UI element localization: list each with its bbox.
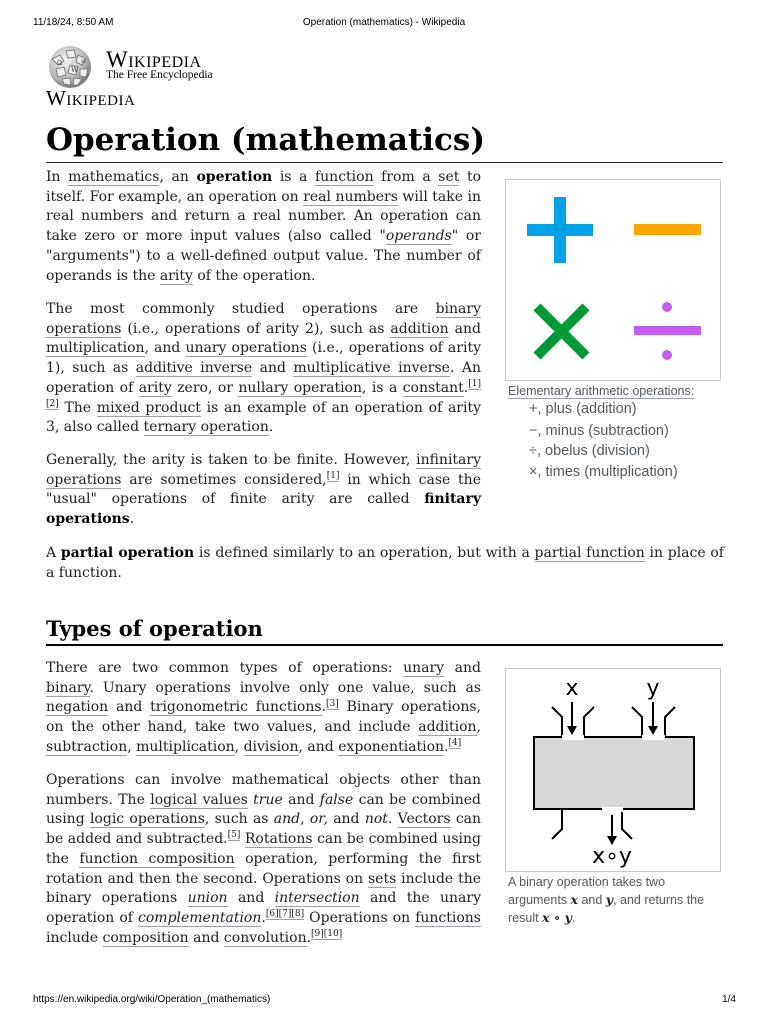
- wikipedia-tagline: The Free Encyclopedia: [106, 69, 213, 81]
- binary-operation-diagram: [506, 669, 720, 871]
- inline-link[interactable]: function: [314, 169, 374, 185]
- text-run: and: [108, 699, 151, 716]
- inline-link[interactable]: mathematics: [68, 169, 160, 185]
- text-run: " or "arguments") to a well-defined output value. The number of operands is the: [46, 228, 481, 284]
- text-run: There are two common types of operations:: [46, 660, 404, 676]
- inline-link[interactable]: logical values: [150, 791, 248, 808]
- print-datetime: 11/18/24, 8:50 AM: [33, 17, 114, 28]
- text-run: ,: [127, 738, 137, 755]
- svg-text:Ω: Ω: [57, 60, 62, 67]
- inline-link[interactable]: partial function: [534, 545, 645, 561]
- citation-link[interactable]: [1]: [468, 379, 481, 390]
- text-run: in which case the "usual" operations of finite arity are called: [46, 471, 481, 508]
- inline-link[interactable]: subtraction: [46, 738, 128, 755]
- text-run: in place of a function.: [46, 545, 724, 581]
- print-page-number: 1/4: [722, 994, 736, 1005]
- citation-link[interactable]: [5]: [227, 830, 241, 841]
- citation-link[interactable]: [10]: [323, 928, 343, 939]
- text-run: will take in real numbers and return a real number. An operation can take zero or more input values (also called ": [46, 188, 481, 245]
- text-run: .: [387, 811, 398, 828]
- inline-link[interactable]: multiplication: [46, 340, 145, 357]
- text-run: The: [58, 399, 97, 416]
- inline-link[interactable]: infinitary operations: [46, 452, 481, 488]
- text-run: and: [327, 811, 365, 828]
- text-run: In: [46, 169, 69, 185]
- text-run: and: [188, 929, 224, 946]
- intro-paragraph-2: [46, 300, 481, 438]
- svg-text:W: W: [71, 66, 79, 74]
- italic-term: true: [253, 791, 283, 808]
- operation-box: [534, 737, 694, 809]
- inline-link[interactable]: multiplication: [136, 738, 235, 755]
- text-run: .: [268, 419, 274, 436]
- input-x-label: x: [565, 676, 579, 701]
- text-run: .: [444, 738, 449, 755]
- times-symbol-icon: [537, 307, 586, 356]
- division-symbol-icon: [634, 302, 701, 360]
- text-run: zero, or: [171, 379, 239, 396]
- svg-text:И: И: [81, 59, 86, 65]
- text-run: Generally, the arity is taken to be finite. However,: [46, 452, 417, 468]
- text-run: can be combined using: [46, 791, 481, 828]
- wikipedia-wordmark: Wikipedia: [106, 47, 202, 72]
- binary-operation-figure[interactable]: [505, 668, 721, 872]
- inline-link[interactable]: negation: [46, 699, 109, 716]
- inline-link[interactable]: arity: [138, 379, 172, 396]
- citation-link[interactable]: [8]: [291, 909, 305, 920]
- figure1-caption-lead[interactable]: Elementary arithmetic operations:: [508, 384, 695, 398]
- text-run: and: [282, 791, 320, 808]
- text-run: and: [444, 660, 482, 676]
- text-run: and: [227, 890, 275, 907]
- text-run: . Unary operations involve only one value, such as: [89, 679, 481, 696]
- bold-term: partial operation: [60, 545, 195, 561]
- intro-paragraph-4: [46, 544, 724, 583]
- inline-link[interactable]: composition: [102, 929, 189, 946]
- inline-link[interactable]: set: [438, 169, 460, 185]
- text-run: Binary operations, on the other hand, take two values, and include: [46, 699, 482, 736]
- arithmetic-symbols-image: [506, 180, 720, 380]
- plus-symbol-bar: [527, 224, 593, 236]
- italic-term: or,: [309, 811, 328, 828]
- inline-link[interactable]: binary: [46, 679, 90, 696]
- inline-link[interactable]: function composition: [79, 850, 235, 867]
- text-run: , such as: [204, 811, 274, 828]
- text-run: , an: [159, 169, 197, 185]
- citation-link[interactable]: [6]: [265, 909, 279, 920]
- text-run: (i.e., operations of arity 2), such as: [121, 320, 391, 337]
- text-run: operation, performing the first rotation and then the second. Operations on: [46, 850, 481, 887]
- inline-link[interactable]: sets: [367, 870, 397, 887]
- figure2-caption: A binary operation takes two arguments x and y, and returns the result x ∘ y.: [508, 875, 705, 925]
- inline-link[interactable]: Rotations: [244, 831, 313, 848]
- citation-link[interactable]: [9]: [311, 928, 324, 939]
- inline-link[interactable]: additive inverse: [135, 360, 253, 377]
- text-run: of the operation.: [192, 267, 316, 284]
- caption-item-plus: +, plus (addition): [529, 401, 637, 417]
- minus-symbol-icon: [634, 224, 701, 235]
- citation-link[interactable]: [4]: [448, 738, 462, 749]
- figure1-caption: [508, 383, 718, 400]
- citation-link[interactable]: [7]: [278, 909, 292, 920]
- text-run: and: [448, 320, 481, 337]
- intro-paragraph-1: [46, 168, 481, 286]
- text-run: to itself. For example, an operation on: [46, 169, 482, 205]
- arithmetic-operations-figure[interactable]: [505, 179, 721, 381]
- print-header: [0, 0, 768, 30]
- italic-term: false: [319, 791, 354, 808]
- inline-link[interactable]: Vectors: [397, 811, 451, 828]
- text-run: are sometimes considered,: [121, 471, 327, 488]
- bold-term: finitary operations: [46, 491, 481, 528]
- text-run: is an example of an operation of arity 3, also called: [46, 399, 482, 436]
- text-run: ,: [476, 719, 481, 736]
- text-run: ,: [300, 811, 310, 828]
- citation-link[interactable]: [2]: [46, 398, 59, 409]
- text-run: can be combined using the: [46, 831, 481, 867]
- inline-link[interactable]: unary: [403, 660, 445, 676]
- text-run: Operations can involve mathematical objects other than numbers. The: [46, 772, 481, 808]
- inline-link[interactable]: division: [243, 738, 299, 755]
- inline-link[interactable]: logic operations: [89, 811, 205, 828]
- inline-link[interactable]: addition: [418, 719, 477, 736]
- text-run: .: [129, 511, 135, 528]
- inline-link[interactable]: multiplicative inverse: [293, 360, 450, 377]
- text-run: , and: [298, 738, 339, 755]
- inline-link[interactable]: functions: [415, 909, 481, 926]
- text-run: , and: [144, 340, 186, 357]
- text-run: , is a: [362, 379, 403, 396]
- italic-term: and: [273, 811, 301, 828]
- wikipedia-globe-icon: [46, 45, 96, 89]
- types-paragraph-2: [46, 771, 481, 948]
- text-run: .: [261, 909, 266, 926]
- types-paragraph-1: [46, 659, 481, 758]
- caption-item-minus: −, minus (subtraction): [529, 423, 669, 439]
- input-y-label: y: [646, 676, 660, 701]
- inline-link[interactable]: trigonometric functions: [150, 699, 322, 716]
- citation-link[interactable]: [3]: [326, 698, 339, 709]
- print-url: https://en.wikipedia.org/wiki/Operation_(mathematics): [33, 994, 271, 1005]
- text-run: .: [306, 929, 312, 946]
- text-run: . An operation of: [46, 360, 481, 396]
- inline-link[interactable]: binary operations: [46, 301, 481, 337]
- inline-link[interactable]: real numbers: [303, 188, 398, 205]
- text-run: and the unary operation of: [46, 890, 481, 926]
- text-run: (i.e., operations of arity 1), such as: [46, 340, 481, 377]
- inline-link[interactable]: addition: [390, 320, 449, 337]
- text-run: .: [321, 699, 327, 716]
- text-run: .: [463, 379, 469, 396]
- inline-link[interactable]: complementation: [138, 909, 262, 926]
- page-title: Operation (mathematics): [46, 118, 723, 163]
- italic-term: not: [364, 811, 388, 828]
- text-run: can be added and subtracted.: [46, 811, 482, 848]
- inline-link[interactable]: nullary operation: [238, 379, 362, 396]
- inline-link[interactable]: unary operations: [185, 340, 307, 357]
- inline-link[interactable]: exponentiation: [338, 738, 445, 755]
- text-run: and: [252, 360, 294, 377]
- wikipedia-wordmark-secondary: Wikipedia: [46, 86, 136, 110]
- inline-link[interactable]: arity: [159, 267, 193, 284]
- inline-link[interactable]: constant: [402, 379, 464, 396]
- section-heading-types: Types of operation: [46, 614, 723, 646]
- text-run: include: [46, 929, 103, 946]
- inline-link[interactable]: mixed product: [96, 399, 201, 416]
- inline-link[interactable]: convolution: [223, 929, 307, 946]
- inline-link[interactable]: operands: [385, 228, 452, 245]
- caption-item-divide: ÷, obelus (division): [529, 443, 650, 459]
- inline-link[interactable]: intersection: [274, 890, 360, 907]
- text-run: is a: [272, 169, 315, 185]
- text-run: A: [46, 545, 61, 561]
- inline-link[interactable]: union: [187, 890, 228, 907]
- output-label: x∘y: [592, 844, 632, 869]
- print-footer: [0, 994, 768, 1014]
- text-run: The most commonly studied operations are: [46, 301, 436, 317]
- citation-link[interactable]: [1]: [326, 471, 340, 482]
- intro-paragraph-3: [46, 451, 481, 530]
- text-run: from a: [373, 169, 439, 185]
- text-run: include the binary operations: [46, 870, 481, 907]
- inline-link[interactable]: ternary operation: [143, 419, 269, 436]
- text-run: is defined similarly to an operation, but with a: [194, 545, 535, 561]
- bold-term: operation: [196, 169, 273, 185]
- caption-item-times: ×, times (multiplication): [529, 464, 678, 480]
- text-run: Operations on: [304, 909, 416, 926]
- print-page-title: Operation (mathematics) - Wikipedia: [302, 17, 466, 28]
- text-run: ,: [234, 738, 244, 755]
